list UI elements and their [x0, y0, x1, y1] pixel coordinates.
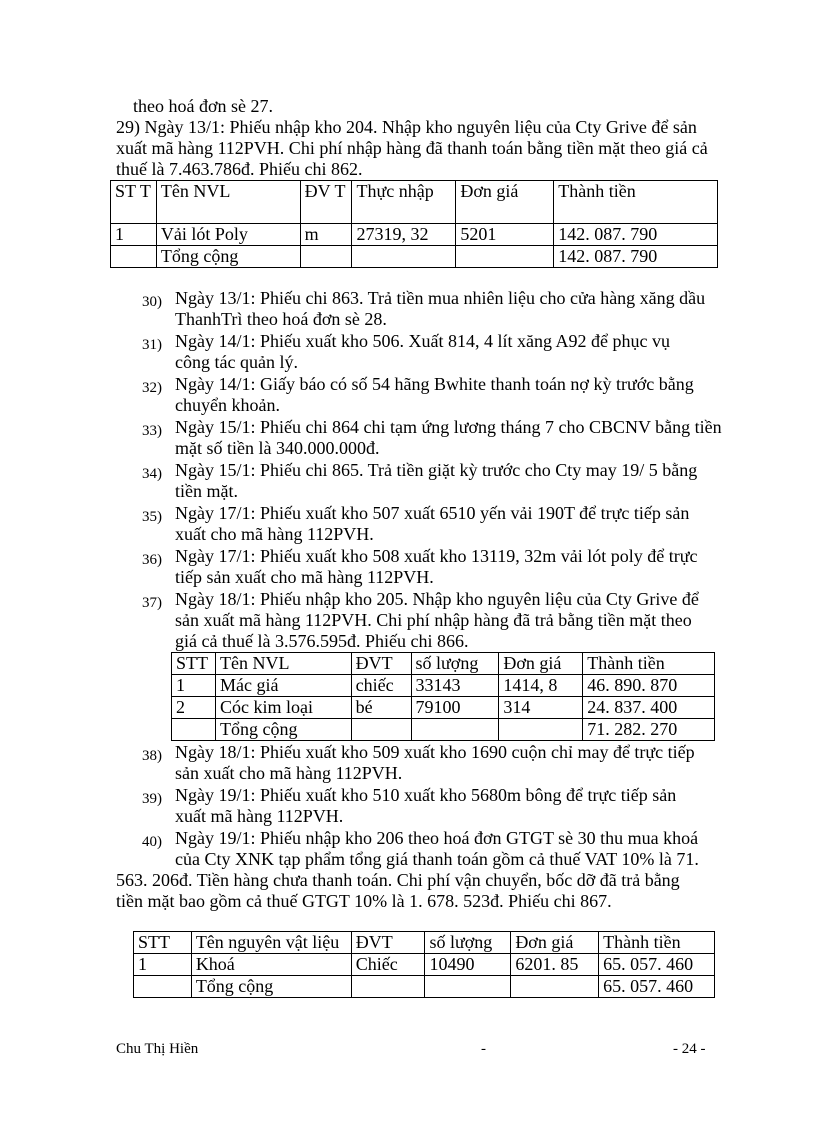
- table-cell: 65. 057. 460: [599, 954, 715, 976]
- item-number: 38): [142, 748, 162, 764]
- table-cell: [499, 719, 583, 741]
- table-header-row: [134, 932, 715, 954]
- table-cell: Mác giá: [215, 675, 351, 697]
- header-cell: Thành tiền: [599, 932, 715, 954]
- table-2: [171, 652, 715, 741]
- text-line: theo hoá đơn sè 27.: [133, 96, 273, 116]
- item-number: 40): [142, 834, 162, 850]
- header-cell: STT: [172, 653, 216, 675]
- table-cell: Tổng cộng: [156, 246, 300, 268]
- footer-separator: -: [481, 1041, 486, 1057]
- item-number: 35): [142, 509, 162, 525]
- table-cell: 1: [172, 675, 216, 697]
- text-line: của Cty XNK tạp phẩm tổng giá thanh toán gồm cả thuế VAT 10% là 71.: [175, 849, 699, 869]
- text-line: 563. 206đ. Tiền hàng chưa thanh toán. Chi phí vận chuyển, bốc dỡ đã trả bằng: [116, 870, 680, 890]
- item-number: 32): [142, 380, 162, 396]
- text-line: xuất cho mã hàng 112PVH.: [175, 524, 374, 544]
- item-number: 34): [142, 466, 162, 482]
- table-cell: bé: [351, 697, 411, 719]
- table-cell: 65. 057. 460: [599, 976, 715, 998]
- table-cell: Vải lót Poly: [156, 224, 300, 246]
- text-line: giá cả thuế là 3.576.595đ. Phiếu chi 866.: [175, 631, 469, 651]
- text-line: xuất mã hàng 112PVH. Chi phí nhập hàng đã thanh toán bằng tiền mặt theo giá cả: [116, 138, 708, 158]
- text-line: Ngày 19/1: Phiếu nhập kho 206 theo hoá đơn GTGT sè 30 thu mua khoá: [175, 828, 699, 848]
- table-cell: 27319, 32: [352, 224, 456, 246]
- table-cell: 2: [172, 697, 216, 719]
- header-cell: Thực nhập: [352, 181, 456, 224]
- table-cell: [411, 719, 499, 741]
- table-row: [172, 697, 715, 719]
- table-cell: chiếc: [351, 675, 411, 697]
- table-cell: m: [300, 224, 352, 246]
- table-cell: 71. 282. 270: [583, 719, 715, 741]
- text-line: Ngày 13/1: Phiếu chi 863. Trả tiền mua nhiên liệu cho cửa hàng xăng dầu: [175, 288, 706, 308]
- text-line: Ngày 17/1: Phiếu xuất kho 507 xuất 6510 yến vải 190T để trực tiếp sản: [175, 503, 690, 523]
- text-line: Ngày 15/1: Phiếu chi 865. Trả tiền giặt kỳ trước cho Cty may 19/ 5 bằng: [175, 460, 698, 480]
- page-number: - 24 -: [673, 1041, 706, 1057]
- header-cell: Tên NVL: [215, 653, 351, 675]
- text-line: ThanhTrì theo hoá đơn sè 28.: [175, 309, 387, 329]
- table-cell: [351, 976, 425, 998]
- text-line: 29) Ngày 13/1: Phiếu nhập kho 204. Nhập kho nguyên liệu của Cty Grive để sản: [116, 117, 697, 137]
- table-cell: [456, 246, 554, 268]
- header-cell: ĐV T: [300, 181, 352, 224]
- table-cell: 142. 087. 790: [554, 246, 718, 268]
- table-cell: 79100: [411, 697, 499, 719]
- header-cell: Thành tiền: [554, 181, 718, 224]
- header-cell: Đơn giá: [511, 932, 599, 954]
- table-cell: Cóc kim loại: [215, 697, 351, 719]
- table-cell: [172, 719, 216, 741]
- table-cell: [425, 976, 511, 998]
- item-number: 36): [142, 552, 162, 568]
- text-line: sản xuất mã hàng 112PVH. Chi phí nhập hàng đã trả bằng tiền mặt theo: [175, 610, 692, 630]
- text-line: xuất mã hàng 112PVH.: [175, 806, 344, 826]
- table-cell: 5201: [456, 224, 554, 246]
- header-cell: ĐVT: [351, 932, 425, 954]
- text-line: mặt số tiền là 340.000.000đ.: [175, 438, 380, 458]
- table-row: [111, 246, 718, 268]
- table-cell: Tổng cộng: [191, 976, 351, 998]
- text-line: công tác quản lý.: [175, 352, 298, 372]
- table-cell: [300, 246, 352, 268]
- text-line: Ngày 18/1: Phiếu xuất kho 509 xuất kho 1690 cuộn chỉ may để trực tiếp: [175, 742, 695, 762]
- text-line: Ngày 17/1: Phiếu xuất kho 508 xuất kho 13119, 32m vải lót poly để trực: [175, 546, 698, 566]
- table-cell: [351, 719, 411, 741]
- header-cell: Đơn giá: [499, 653, 583, 675]
- header-cell: STT: [134, 932, 192, 954]
- table-cell: 24. 837. 400: [583, 697, 715, 719]
- table-row: [134, 954, 715, 976]
- header-cell: số lượng: [411, 653, 499, 675]
- text-line: Ngày 18/1: Phiếu nhập kho 205. Nhập kho nguyên liệu của Cty Grive để: [175, 589, 699, 609]
- table-cell: 33143: [411, 675, 499, 697]
- footer-author: Chu Thị Hiền: [116, 1041, 199, 1057]
- text-line: Ngày 14/1: Phiếu xuất kho 506. Xuất 814, 4 lít xăng A92 để phục vụ: [175, 331, 670, 351]
- header-cell: Tên nguyên vật liệu: [191, 932, 351, 954]
- table-3: [133, 931, 715, 998]
- table-cell: [134, 976, 192, 998]
- text-line: Ngày 19/1: Phiếu xuất kho 510 xuất kho 5680m bông để trực tiếp sản: [175, 785, 677, 805]
- header-cell: Đơn giá: [456, 181, 554, 224]
- header-cell: Tên NVL: [156, 181, 300, 224]
- text-line: thuế là 7.463.786đ. Phiếu chi 862.: [116, 159, 363, 179]
- text-line: Ngày 14/1: Giấy báo có số 54 hãng Bwhite thanh toán nợ kỳ trước bằng: [175, 374, 694, 394]
- table-cell: Tổng cộng: [215, 719, 351, 741]
- table-cell: [111, 246, 157, 268]
- table-1: [110, 180, 718, 268]
- table-cell: 46. 890. 870: [583, 675, 715, 697]
- item-number: 39): [142, 791, 162, 807]
- header-cell: ĐVT: [351, 653, 411, 675]
- text-line: sản xuất cho mã hàng 112PVH.: [175, 763, 403, 783]
- table-row: [172, 675, 715, 697]
- table-cell: 314: [499, 697, 583, 719]
- table-cell: [352, 246, 456, 268]
- item-number: 37): [142, 595, 162, 611]
- table-row: [134, 976, 715, 998]
- table-cell: Chiếc: [351, 954, 425, 976]
- table-cell: [511, 976, 599, 998]
- table-header-row: [172, 653, 715, 675]
- table-cell: 1414, 8: [499, 675, 583, 697]
- table-header-row: [111, 181, 718, 224]
- text-line: tiền mặt bao gồm cả thuế GTGT 10% là 1. 678. 523đ. Phiếu chi 867.: [116, 891, 612, 911]
- table-row: [111, 224, 718, 246]
- item-number: 31): [142, 337, 162, 353]
- table-cell: 142. 087. 790: [554, 224, 718, 246]
- header-cell: ST T: [111, 181, 157, 224]
- item-number: 30): [142, 294, 162, 310]
- text-line: Ngày 15/1: Phiếu chi 864 chi tạm ứng lương tháng 7 cho CBCNV bằng tiền: [175, 417, 722, 437]
- table-row: [172, 719, 715, 741]
- text-line: tiền mặt.: [175, 481, 238, 501]
- text-line: tiếp sản xuất cho mã hàng 112PVH.: [175, 567, 434, 587]
- table-cell: 1: [134, 954, 192, 976]
- header-cell: Thành tiền: [583, 653, 715, 675]
- header-cell: số lượng: [425, 932, 511, 954]
- item-number: 33): [142, 423, 162, 439]
- table-cell: 1: [111, 224, 157, 246]
- table-cell: 6201. 85: [511, 954, 599, 976]
- text-line: chuyển khoản.: [175, 395, 280, 415]
- table-cell: 10490: [425, 954, 511, 976]
- table-cell: Khoá: [191, 954, 351, 976]
